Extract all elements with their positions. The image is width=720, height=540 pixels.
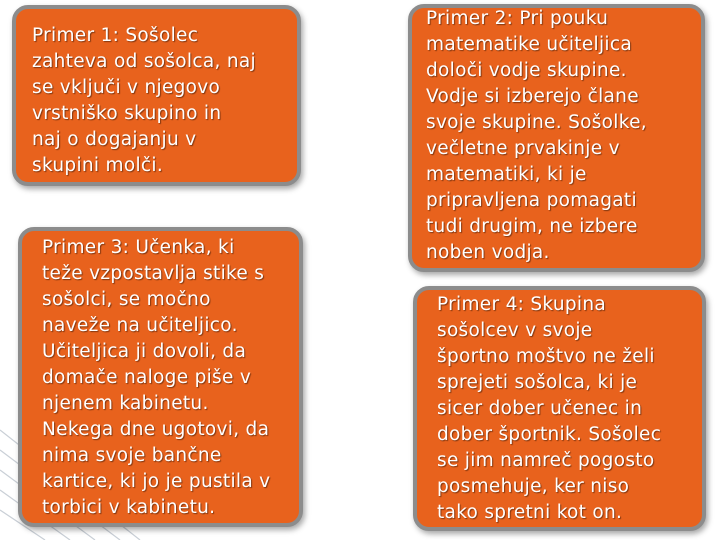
example-card-4 — [413, 286, 706, 531]
example-4-text: Primer 4: Skupina sošolcev v svoje športno moštvo ne želi sprejeti sošolca, ki je sicer dober učenec in dober športnik. Sošolec se jim namreč pogosto posmehuje, ker niso tako spretni kot on. — [437, 294, 662, 523]
example-card-2 — [408, 4, 705, 272]
example-1-text: Primer 1: Sošolec zahteva od sošolca, naj se vključi v njegovo vrstniško skupino in naj o dogajanju v skupini molči. — [32, 25, 256, 176]
example-3-text: Primer 3: Učenka, ki teže vzpostavlja stike s sošolci, se močno naveže na učiteljico. Učiteljica ji dovoli, da domače naloge piše v njenem kabinetu. Nekega dne ugotovi, da nima svoje bančne kartice, ki jo je pustila v torbici v kabinetu. — [42, 237, 271, 518]
example-card-1 — [12, 5, 301, 186]
example-card-3 — [18, 227, 303, 527]
example-2-text: Primer 2: Pri pouku matematike učiteljica določi vodje skupine. Vodje si izberejo člane svoje skupine. Sošolke, večletne prvakinje v matematiki, ki je pripravljena pomagati tudi drugim, ne izbere noben vodja. — [426, 8, 647, 263]
